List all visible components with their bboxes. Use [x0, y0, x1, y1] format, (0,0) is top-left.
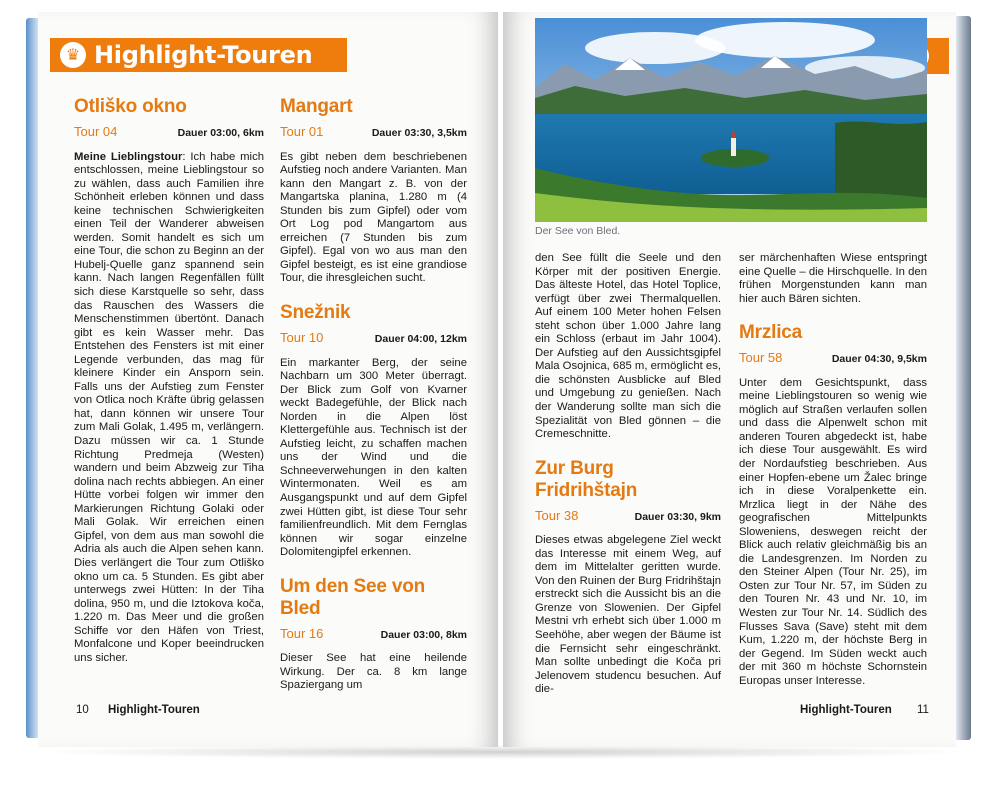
left-column-2 [280, 96, 467, 693]
tour-duration: Dauer 03:00, 6km [177, 127, 264, 139]
section-heading: Um den See von Bled [280, 575, 426, 619]
tour-info [739, 351, 927, 367]
section-text: den See füllt die Seele und den Körper mit der positiven Energie. Das älteste Hotel, das Hotel Toplice, verfügt über zwei Thermalquellen. Auf einem 100 Meter hohen Felsen steht schon über 1.000 Jahre lang ein Schloss (erbaut im Jahr 1004). Der Aufstieg auf den Aussichtsgipfel Mala Osojnica, 685 m, ermöglicht es, die schönsten Ausblicke auf Bled und Umgebung zu genießen. Nach der Wanderung sollte man sich die Spezialität von Bled gönnen – die Cremeschnitte. [535, 252, 721, 441]
section-heading: Mangart [280, 96, 353, 117]
right-page-edge [955, 16, 971, 740]
tour-number: Tour 38 [535, 507, 579, 523]
section-text: ser märchenhaften Wiese entspringt eine Quelle – die Hirschquelle. In den frühen Morgenstunden kann man hier auch Bären sichten. [739, 252, 927, 305]
section-heading: Mrzlica [739, 322, 803, 344]
tour-duration: Dauer 03:30, 3,5km [371, 127, 467, 139]
tour-info [280, 125, 467, 141]
tour-info [535, 509, 721, 525]
body-text: : Ich habe mich entschlossen, meine Lieblingstour so zu wählen, dass auch Familien ihre Schönheit erleben können und dass keine technischen Schwierigkeiten einen Teil der Wanderer abweisen werden. Somit handelt es sich um eine Tour, die schon zu Beginn an der Hubelj-Quelle ganz spannend sein kann. Nach langen Regenfällen füllt sich diese Karstquelle so sehr, dass das Rauschen des Wassers die Menschenstimmen übertönt. Danach gibt es kein Wasser mehr. Das Entstehen des Fensters ist mit einer Legende verbunden, das mag für kleinere Kinder ein Ansporn sein. Falls uns der Aufstieg zum Fenster von Otlica noch Kräfte übrig gelassen hat, dann können wir unsere Tour zum Mali Golak, 1.495 m, verlängern. Dazu müssen wir ca. 1 Stunde Richtung Predmeja (Westen) wandern und beim Abzweig zur Tiha dolina nach rechts abbiegen. An einer Hütte vorbei folgen wir immer den Markierungen Richtung Golaki oder Mali Golak. Wir erreichen einen Gipfel, von dem aus man sowohl die Adria als auch die Alpen sehen kann. Dies verlängert die Tour zum Otliško okno um ca. 5 Stunden. Es gibt aber unterwegs zwei Hütten: In der Tiha dolina, 950 m, und die Iztokova koča, 1.220 m. Das Meer und die großen Schiffe vor den Häfen von Triest, Monfalcone und Koper beeindrucken uns sicher. [74, 150, 264, 664]
tour-number: Tour 10 [280, 330, 324, 346]
chapter-banner [50, 38, 347, 72]
tour-duration: Dauer 03:30, 9km [634, 510, 721, 523]
section-text: Es gibt neben dem beschriebenen Aufstieg noch andere Varianten. Man kann den Mangart z. B. von der Mangartska planina, 1.280 m (4 Stunden bis zum Gipfel) oder vom Ort Log pod Mangartom aus erreichen (7 Stunden bis zum Gipfel). Egal von wo aus man den Gipfel besteigt, es ist eine grandiose Tour, die ihresgleichen sucht. [280, 150, 467, 285]
section-heading: Snežnik [280, 302, 351, 324]
tour-duration: Dauer 03:00, 8km [380, 628, 467, 641]
section-text: Dieses etwas abgelegene Ziel weckt das Interesse mit einem Weg, auf dem im Mittelalter geritten wurde. Von den Ruinen der Burg Fridrihštajn erstreckt sich die Aussicht bis an die Grenze von Slowenien. Der Gipfel Mestni vrh erhebt sich über 1.000 m Seehöhe, aber wegen der Bäume ist die Fernsicht sehr eingeschränkt. Man sollte unbedingt die Koča pri Jelenovem studencu besuchen. Auf die- [535, 534, 721, 696]
right-footer [800, 704, 929, 716]
tour-number: Tour 04 [74, 124, 118, 139]
section-text: Ein markanter Berg, der seine Nachbarn um 300 Meter überragt. Der Blick zum Golf von Kvarner weckt Badegefühle, der Blick nach Norden in die Alpen löst Klettergefühle aus. Technisch ist der Aufstieg leicht, zu schaffen machen uns der Wind und die Schneeverwehungen in den kalten Wintermonaten. Weil es am Ausgangspunkt und auf dem Gipfel zwei Hütten gibt, ist diese Tour sehr familienfreundlich. Mit dem Fernglas können wir sogar einzelne Dolomitengipfel erkennen. [280, 356, 467, 559]
section-text: Dieser See hat eine heilende Wirkung. Der ca. 8 km lange Spaziergang um [280, 652, 467, 692]
lake-bled-photo [535, 18, 927, 222]
tour-number: Tour 58 [739, 350, 783, 366]
section-text: Unter dem Gesichtspunkt, dass meine Lieblingstouren so wenig wie möglich auf Straßen verlaufen sollen und dass die Alpenwelt schon mit anderen Touren abgedeckt ist, habe ich diese Tour ausgewählt. Es wird der Nordaufstieg beschrieben. Aus einer Hopfen-ebene um Žalec bringe ich in diese Voralpenkette ein. Mrzlica liegt in der Nähe des geografischen Mittelpunkts Sloweniens, deswegen reicht der Blick auch relativ gleichmäßig bis an die Landesgrenzen. Im Norden zu den Steiner Alpen (Tour Nr. 25), im Osten zur Tour Nr. 57, im Süden zu den Touren Nr. 43 und Nr. 10, im Westen zur Tour Nr. 14. Südlich des Flusses Sava (Save) steht mit dem Kum, 1.220 m, der höchste Berg in der Gegend. Im Süden weckt auch der mit 360 m höchste Schornstein Europas unser Interesse. [739, 376, 927, 687]
right-column-2 [739, 252, 927, 688]
lead-text: Meine Lieblingstour [74, 150, 183, 163]
footer-section: Highlight-Touren [800, 704, 892, 716]
crown-icon: ♛ [60, 42, 86, 68]
tour-info [280, 627, 467, 643]
tour-info [280, 331, 467, 347]
photo-caption: Der See von Bled. [535, 225, 621, 237]
tour-number: Tour 16 [280, 625, 324, 641]
section-text [74, 151, 264, 666]
tour-duration: Dauer 04:30, 9,5km [831, 353, 927, 366]
footer-section: Highlight-Touren [108, 704, 200, 716]
left-footer [76, 704, 200, 716]
chapter-title: Highlight-Touren [94, 41, 313, 69]
tour-info [74, 125, 264, 141]
right-column-1 [535, 252, 721, 697]
tour-number: Tour 01 [280, 124, 324, 139]
left-column-1 [74, 96, 264, 665]
section-heading: Zur Burg Fridrihštajn [535, 457, 638, 501]
page-number: 11 [916, 704, 929, 716]
page-number: 10 [76, 704, 89, 716]
book-shadow [30, 745, 975, 759]
tour-duration: Dauer 04:00, 12km [374, 333, 467, 346]
section-heading: Otliško okno [74, 96, 187, 117]
